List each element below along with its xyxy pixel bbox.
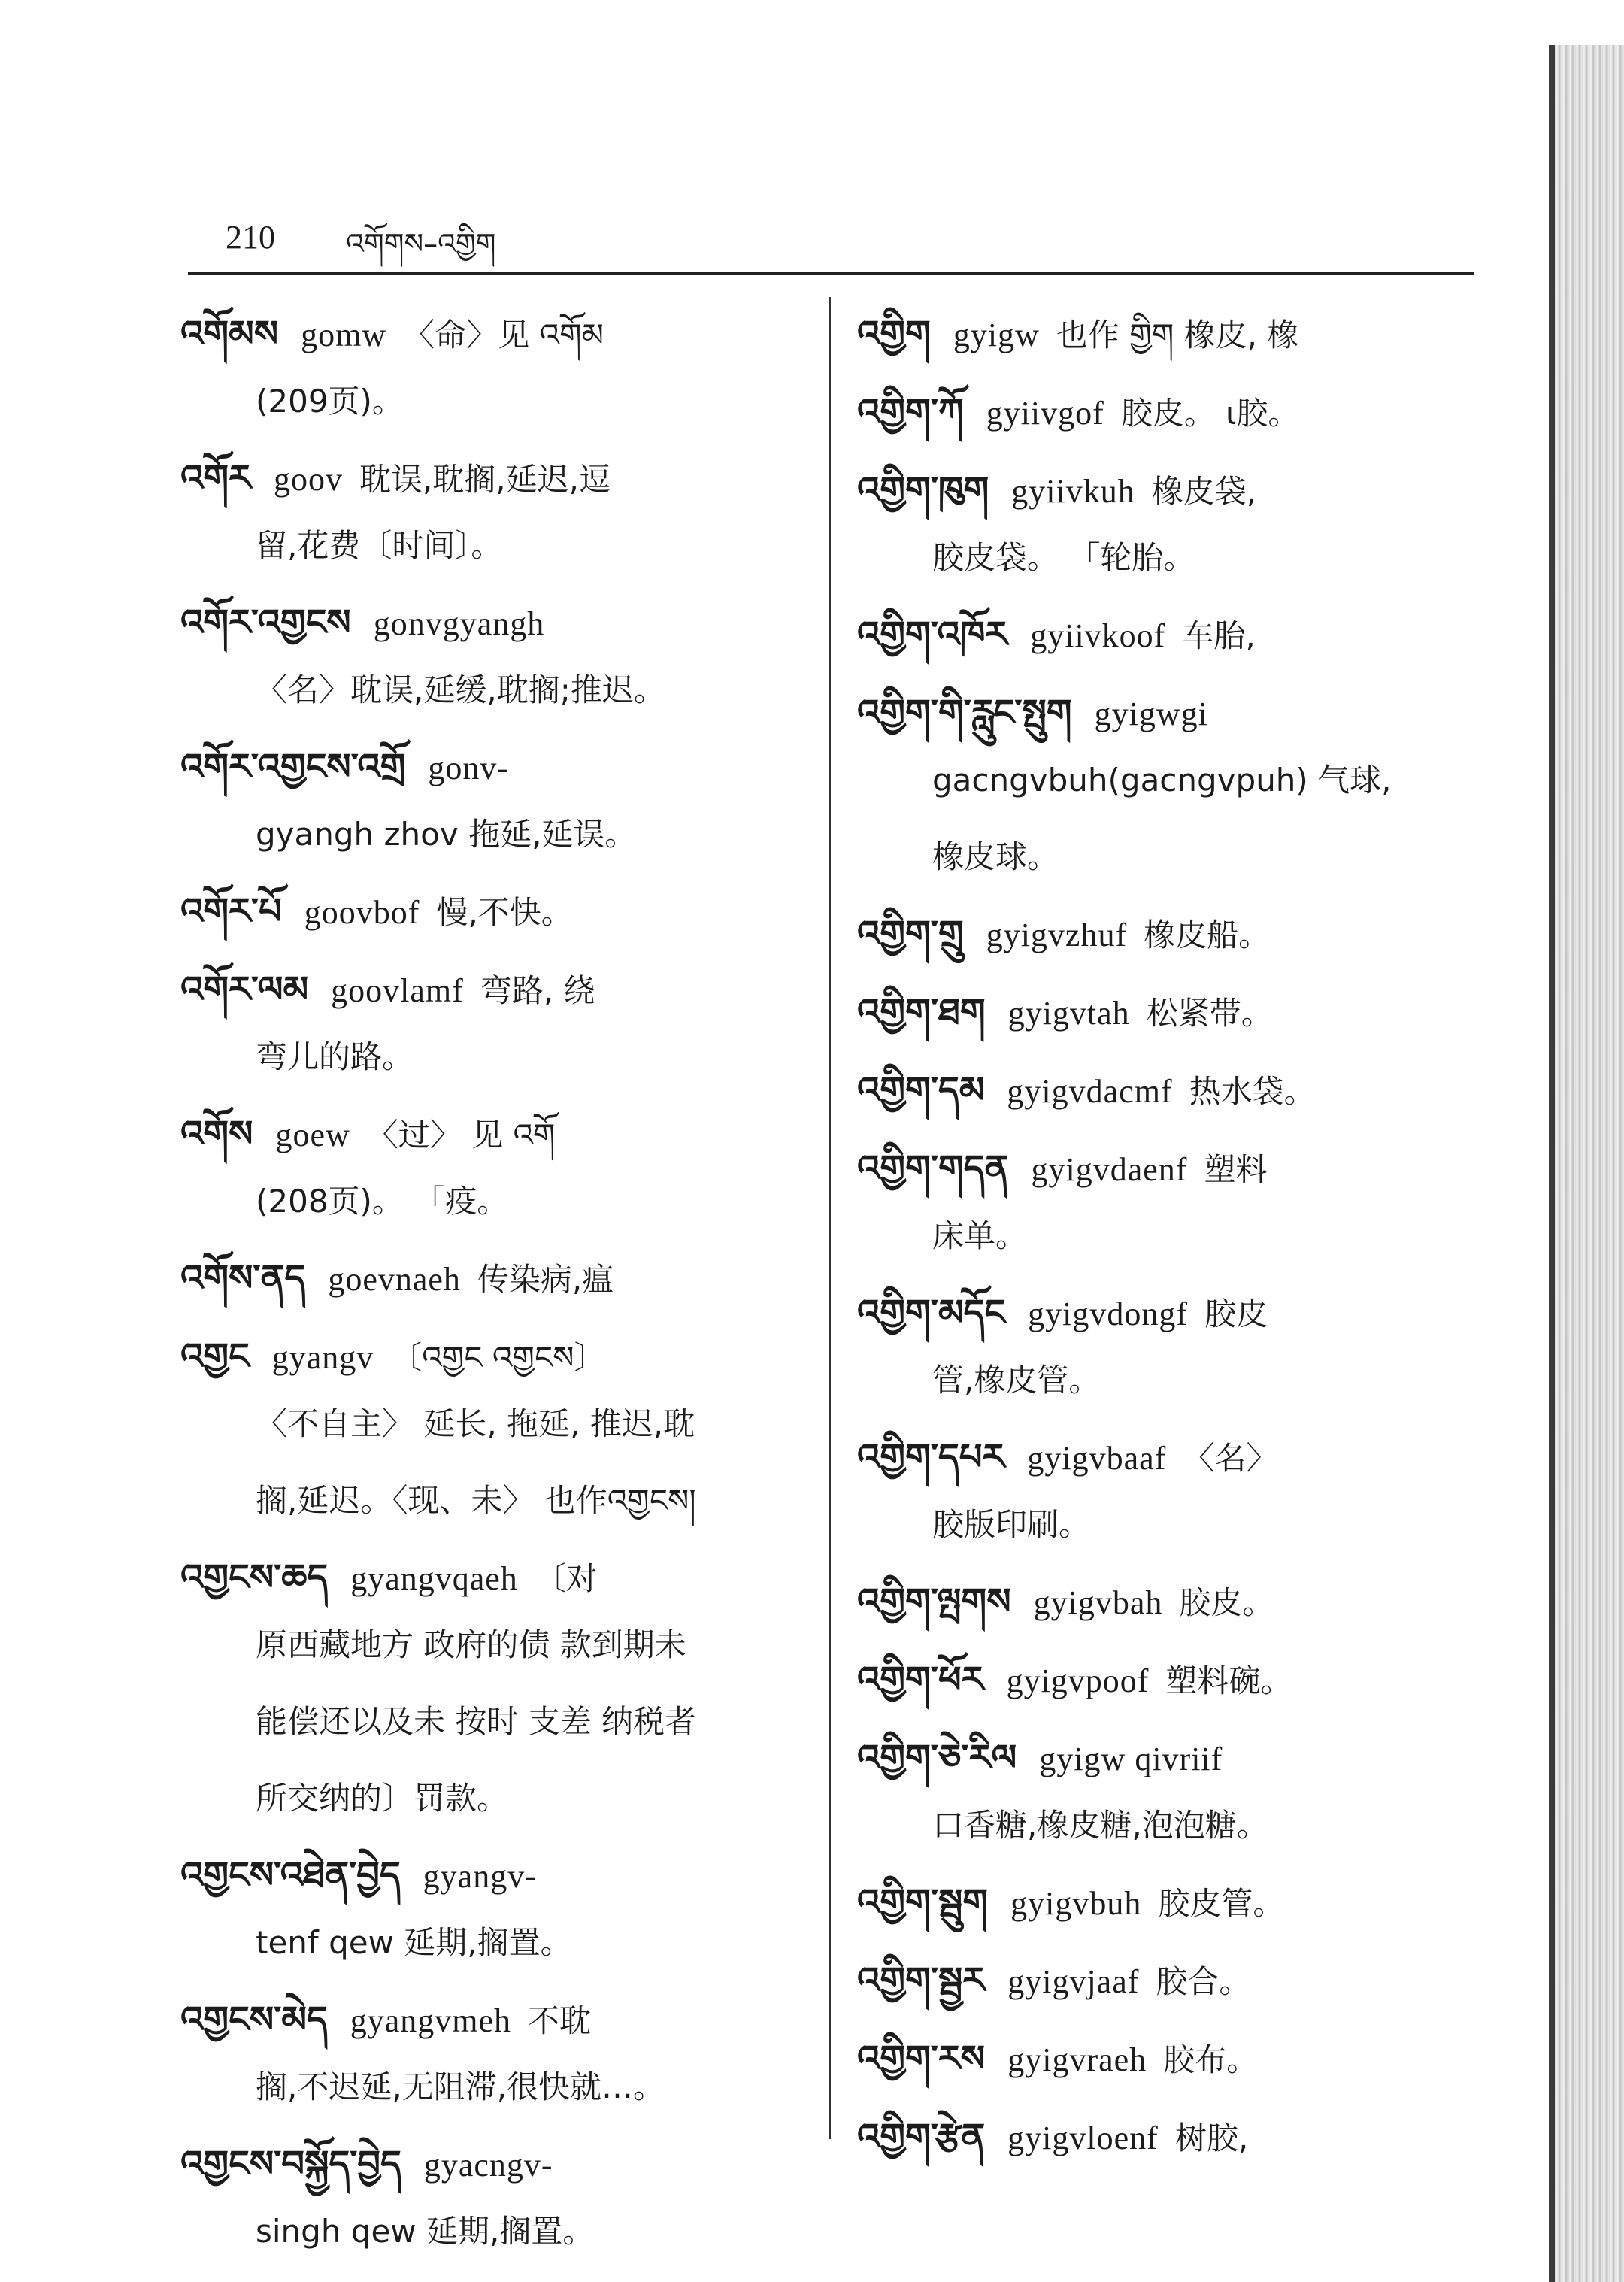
entry-definition: 〈名〉: [1183, 1440, 1278, 1477]
entry-continuation: 留,花费〔时间〕。: [256, 527, 503, 564]
entry-headword: འགོར་འགྱངས་འགྲོ: [180, 746, 406, 788]
header-rule: [188, 272, 1474, 275]
entry-definition: 树胶,: [1174, 2120, 1249, 2156]
entry-continuation: 〈名〉耽误,延缓,耽搁;推迟。: [256, 671, 665, 708]
entry-continuation: 所交纳的〕罚款。: [256, 1780, 509, 1817]
entry-definition: 〈命〉见 འགོམ: [403, 317, 604, 353]
dictionary-entry: [857, 457, 1481, 591]
dictionary-entry: [857, 1057, 1481, 1125]
entry-headword: འགོས: [180, 1113, 253, 1155]
entry-headword: འགྱང: [180, 1335, 250, 1377]
dictionary-entry: [857, 1280, 1481, 1414]
dictionary-entry: [857, 1568, 1481, 1636]
entry-headword: འགོམས: [180, 313, 279, 355]
entry-headword: འགྱིག་མདོང: [857, 1292, 1006, 1334]
entry-continuation: 搁,延迟。〈现、未〉 也作འགྱངས།: [256, 1482, 696, 1519]
entry-headword: འགྱངས་འཐེན་བྱེད: [180, 1854, 401, 1896]
page-edge-shadow: [1555, 45, 1624, 2282]
dictionary-entry: [857, 979, 1481, 1047]
entry-romanization: gyigw qivriif: [1039, 1741, 1223, 1777]
dictionary-entry: [857, 1725, 1481, 1859]
right-column: [857, 301, 1481, 2182]
dictionary-entry: [857, 1135, 1481, 1269]
dictionary-entry: [180, 1468, 804, 1534]
entry-definition: 胶皮。 ι胶。: [1120, 395, 1300, 432]
dictionary-entry: [857, 824, 1481, 890]
dictionary-entry: [180, 1689, 804, 1755]
entry-romanization: gyigw: [953, 317, 1040, 353]
entry-definition: 橡皮船。: [1144, 917, 1271, 953]
entry-romanization: gyangvqaeh: [350, 1560, 518, 1597]
entry-headword: འགྱིག: [857, 313, 931, 355]
entry-continuation: (209页)。: [256, 383, 404, 420]
entry-romanization: gyangv-: [423, 1858, 537, 1895]
dictionary-entry: [180, 589, 804, 723]
entry-definition: 塑料: [1204, 1151, 1268, 1188]
dictionary-entry: [180, 1765, 804, 1832]
entry-continuation: 橡皮球。: [932, 838, 1059, 875]
entry-headword: འགྱིག་དམ: [857, 1069, 985, 1111]
entry-definition: 热水袋。: [1189, 1073, 1316, 1110]
entry-headword: འགྱིག་ཐག: [857, 991, 986, 1033]
entry-romanization: gyigvpoof: [1006, 1662, 1150, 1699]
entry-romanization: gyigvloenf: [1007, 2120, 1159, 2156]
column-divider: [829, 297, 831, 2139]
dictionary-entry: [180, 1323, 804, 1457]
entry-romanization: gyigvzhuf: [986, 917, 1128, 953]
entry-headword: འགྱིག་སྦྱར: [857, 1959, 986, 2002]
entry-romanization: gyacngv-: [423, 2147, 553, 2184]
entry-romanization: gyigvdongf: [1028, 1296, 1188, 1332]
entry-definition: 松紧带。: [1146, 995, 1273, 1032]
dictionary-entry: [180, 878, 804, 946]
entry-continuation: gyangh zhov 拖延,延误。: [256, 816, 637, 853]
entry-romanization: gyangvmeh: [350, 2002, 511, 2039]
entry-romanization: goovlamf: [331, 972, 464, 1009]
entry-headword: འགོར་པོ: [180, 890, 282, 932]
entry-headword: འགོས་ནད: [180, 1257, 306, 1299]
entry-continuation: (208页)。 「疫。: [256, 1183, 509, 1220]
entry-romanization: gomw: [301, 317, 387, 353]
dictionary-entry: [857, 379, 1481, 447]
entry-romanization: goovbof: [304, 894, 420, 931]
entry-romanization: gyigvdaenf: [1031, 1151, 1188, 1188]
entry-continuation: 原西藏地方 政府的债 款到期未: [256, 1626, 686, 1663]
entry-headword: འགྱིག་རས: [857, 2038, 986, 2080]
entry-continuation: 〈不自主〉 延长, 拖延, 推迟,耽: [256, 1405, 695, 1442]
entry-headword: འགྱིག་དཔར: [857, 1436, 1005, 1478]
entry-headword: འགྱིག་གདན: [857, 1147, 1009, 1189]
entry-headword: འགྱིག་ཁུག: [857, 469, 989, 511]
entry-romanization: goew: [275, 1117, 350, 1153]
entry-continuation: 能偿还以及未 按时 支差 纳税者: [256, 1703, 697, 1740]
entry-headword: འགྱིག་འཁོར: [857, 614, 1008, 656]
dictionary-entry: [857, 1424, 1481, 1558]
dictionary-entry: [857, 2104, 1481, 2171]
entry-headword: འགོར་ལམ: [180, 968, 309, 1011]
entry-romanization: gyiivkuh: [1011, 473, 1135, 510]
entry-romanization: gonvgyangh: [373, 605, 545, 642]
dictionary-entry: [857, 1647, 1481, 1714]
dictionary-entry: [180, 1987, 804, 2120]
entry-romanization: gyigvjaaf: [1007, 1963, 1140, 2000]
dictionary-entry: [180, 445, 804, 579]
page-number: 210: [226, 219, 275, 256]
entry-romanization: gyigvdacmf: [1007, 1073, 1173, 1110]
entry-headword: འགྱངས་ཆད: [180, 1556, 329, 1599]
entry-romanization: gyigvbah: [1033, 1584, 1163, 1621]
entry-definition: 〔འགྱང འགྱངས〕: [390, 1339, 606, 1376]
entry-definition: 车胎,: [1182, 617, 1256, 654]
entry-continuation: gacngvbuh(gacngvpuh) 气球,: [932, 762, 1392, 799]
entry-continuation: 胶版印刷。: [932, 1506, 1091, 1543]
entry-romanization: gyigvbuh: [1010, 1885, 1142, 1922]
entry-continuation: 弯儿的路。: [256, 1038, 414, 1075]
entry-romanization: gonv-: [428, 750, 510, 786]
entry-definition: 胶皮: [1204, 1296, 1268, 1332]
entry-definition: 也作 གྱིག 橡皮, 橡: [1056, 317, 1299, 353]
entry-definition: 胶皮管。: [1158, 1885, 1285, 1922]
entry-headword: འགྱིག་ཅེ་རིལ: [857, 1737, 1017, 1779]
entry-headword: འགྱིག་གྲུ: [857, 913, 964, 955]
dictionary-entry: [857, 901, 1481, 968]
entry-headword: འགྱངས་མེད: [180, 1999, 328, 2041]
entry-romanization: gyiivgof: [986, 395, 1104, 432]
entry-definition: 塑料碗。: [1165, 1662, 1292, 1699]
entry-headword: འགྱིག་ལྤགས: [857, 1580, 1011, 1623]
dictionary-entry: [180, 1101, 804, 1235]
entry-headword: འགྱིག་གི་རླུང་སྤུག: [857, 692, 1072, 734]
entry-definition: 传染病,瘟: [477, 1261, 614, 1298]
entry-continuation: singh qew 延期,搁置。: [256, 2213, 595, 2250]
entry-definition: 不耽: [528, 2002, 592, 2039]
entry-romanization: gyigvbaaf: [1027, 1440, 1167, 1477]
entry-continuation: 床单。: [932, 1217, 1028, 1254]
entry-definition: 胶皮。: [1179, 1584, 1274, 1621]
entry-romanization: goov: [273, 461, 343, 498]
entry-headword: འགྱིག་སྦུག: [857, 1881, 989, 1923]
entry-headword: འགྱིག་ཀོ: [857, 391, 964, 433]
dictionary-entry: [180, 301, 804, 435]
entry-definition: 胶布。: [1163, 2041, 1259, 2078]
dictionary-entry: [857, 1869, 1481, 1937]
entry-definition: 慢,不快。: [436, 894, 573, 931]
dictionary-entry: [180, 2131, 804, 2265]
dictionary-entry: [857, 680, 1481, 814]
dictionary-entry: [857, 602, 1481, 669]
entry-definition: 弯路, 绕: [480, 972, 595, 1009]
entry-headword: འགྱིག་རྩེན: [857, 2116, 986, 2158]
entry-romanization: gyangv: [271, 1339, 374, 1376]
entry-romanization: gyigvtah: [1007, 995, 1130, 1032]
dictionary-entry: [180, 734, 804, 868]
entry-continuation: tenf qew 延期,搁置。: [256, 1924, 572, 1961]
entry-headword: འགྱངས་བསྐྱོད་བྱེད: [180, 2143, 401, 2185]
dictionary-entry: [857, 2026, 1481, 2093]
entry-definition: 耽误,耽搁,延迟,逗: [359, 461, 611, 498]
entry-romanization: goevnaeh: [328, 1261, 461, 1298]
page-edge-line: [1549, 45, 1555, 2282]
entry-definition: 〔对: [534, 1560, 598, 1597]
entry-definition: 〈过〉 见 འགོ: [366, 1117, 556, 1153]
entry-headword: འགྱིག་ཕོར: [857, 1659, 984, 1701]
dictionary-entry: [857, 1947, 1481, 2015]
entry-continuation: 管,橡皮管。: [932, 1362, 1101, 1399]
entry-headword: འགོར་འགྱངས: [180, 602, 351, 644]
dictionary-entry: [180, 1245, 804, 1313]
entry-continuation: 搁,不迟延,无阻滞,很快就…。: [256, 2068, 665, 2105]
page-range-heading: འགོགས–འགྱིག: [346, 227, 496, 260]
entry-romanization: gyigwgi: [1094, 696, 1208, 732]
left-column: [180, 301, 804, 2275]
dictionary-entry: [180, 956, 804, 1090]
entry-romanization: gyiivkoof: [1030, 617, 1166, 654]
entry-continuation: 胶皮袋。 「轮胎。: [932, 539, 1195, 576]
dictionary-entry: [857, 301, 1481, 368]
entry-romanization: gyigvraeh: [1007, 2041, 1147, 2078]
entry-definition: 胶合。: [1156, 1963, 1251, 2000]
dictionary-entry: [180, 1544, 804, 1678]
entry-definition: 橡皮袋,: [1151, 473, 1257, 510]
entry-headword: འགོར: [180, 457, 251, 499]
entry-continuation: 口香糖,橡皮糖,泡泡糖。: [932, 1807, 1268, 1844]
dictionary-entry: [180, 1842, 804, 1976]
